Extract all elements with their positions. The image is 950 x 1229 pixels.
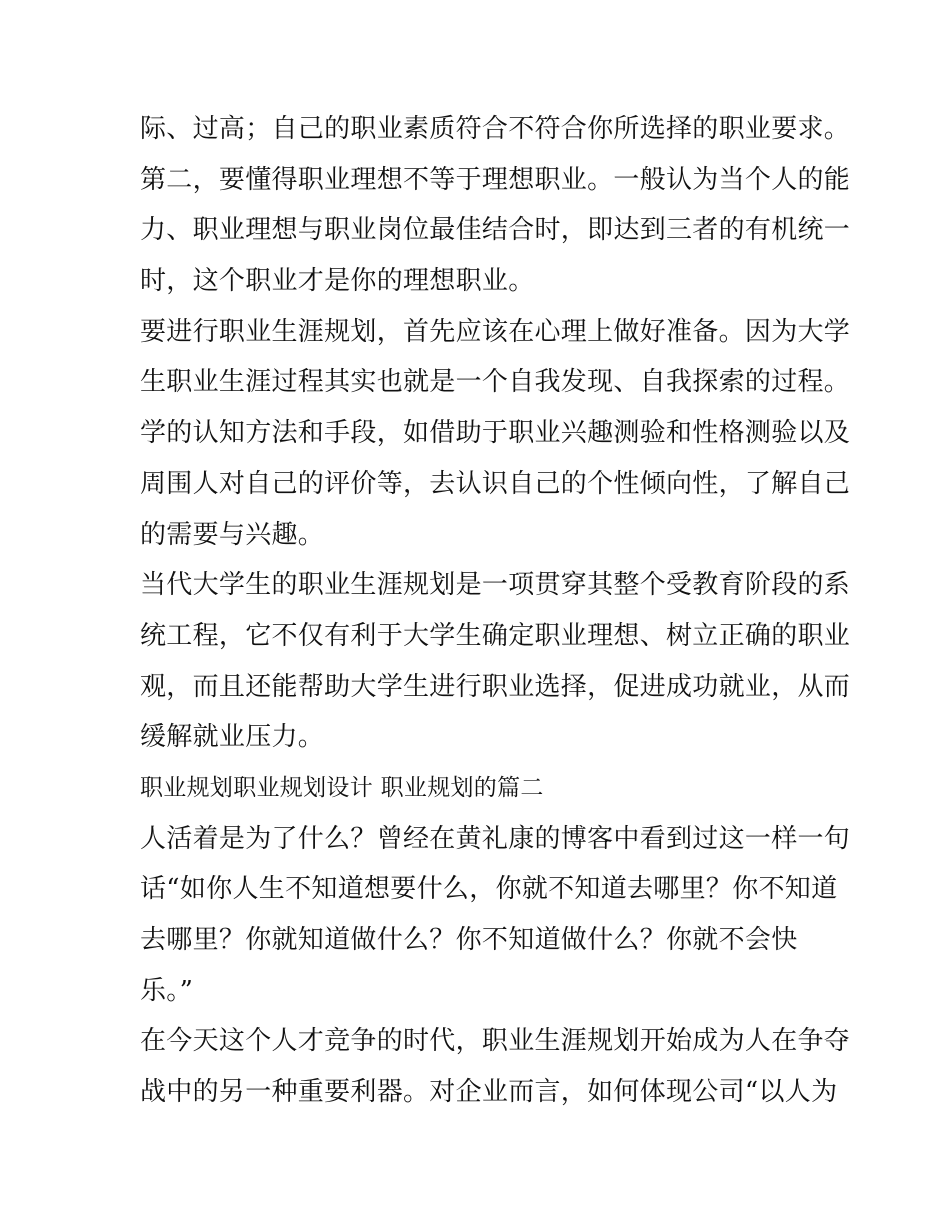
text-line: 时，这个职业才是你的理想职业。 (140, 266, 535, 297)
text-line: 战中的另一种重要利器。对企业而言，如何体现公司“以人为 (140, 1077, 838, 1108)
text-line: 统工程，它不仅有利于大学生确定职业理想、树立正确的职业 (140, 620, 851, 651)
text-line: 话“如你人生不知道想要什么，你就不知道去哪里？你不知道 (140, 874, 838, 905)
text-line: 去哪里？你就知道做什么？你不知道做什么？你就不会快 (140, 925, 798, 955)
document-body (140, 104, 851, 1118)
text-line: 在今天这个人才竞争的时代，职业生涯规划开始成为人在争夺 (140, 1026, 851, 1057)
text-line: 当代大学生的职业生涯规划是一项贯穿其整个受教育阶段的系 (140, 570, 851, 601)
section-heading: 职业规划职业规划设计 职业规划的篇二 (140, 774, 544, 801)
text-line: 要进行职业生涯规划，首先应该在心理上做好准备。因为大学 (140, 316, 851, 347)
text-line: 学的认知方法和手段，如借助于职业兴趣测验和性格测验以及 (140, 418, 851, 449)
text-line: 的需要与兴趣。 (140, 519, 325, 550)
text-line: 生职业生涯过程其实也就是一个自我发现、自我探索的过程。 (140, 367, 851, 398)
text-line: 乐。” (140, 975, 194, 1006)
text-line: 力、职业理想与职业岗位最佳结合时，即达到三者的有机统一 (140, 215, 851, 246)
text-line: 周围人对自己的评价等，去认识自己的个性倾向性，了解自己 (140, 468, 851, 499)
text-line: 际、过高；自己的职业素质符合不符合你所选择的职业要求。 (140, 114, 851, 144)
text-line: 人活着是为了什么？曾经在黄礼康的博客中看到过这一样一句 (140, 823, 851, 854)
text-line: 第二，要懂得职业理想不等于理想职业。一般认为当个人的能 (140, 164, 851, 195)
text-line: 缓解就业压力。 (140, 722, 325, 753)
text-line: 观，而且还能帮助大学生进行职业选择，促进成功就业，从而 (140, 671, 851, 702)
